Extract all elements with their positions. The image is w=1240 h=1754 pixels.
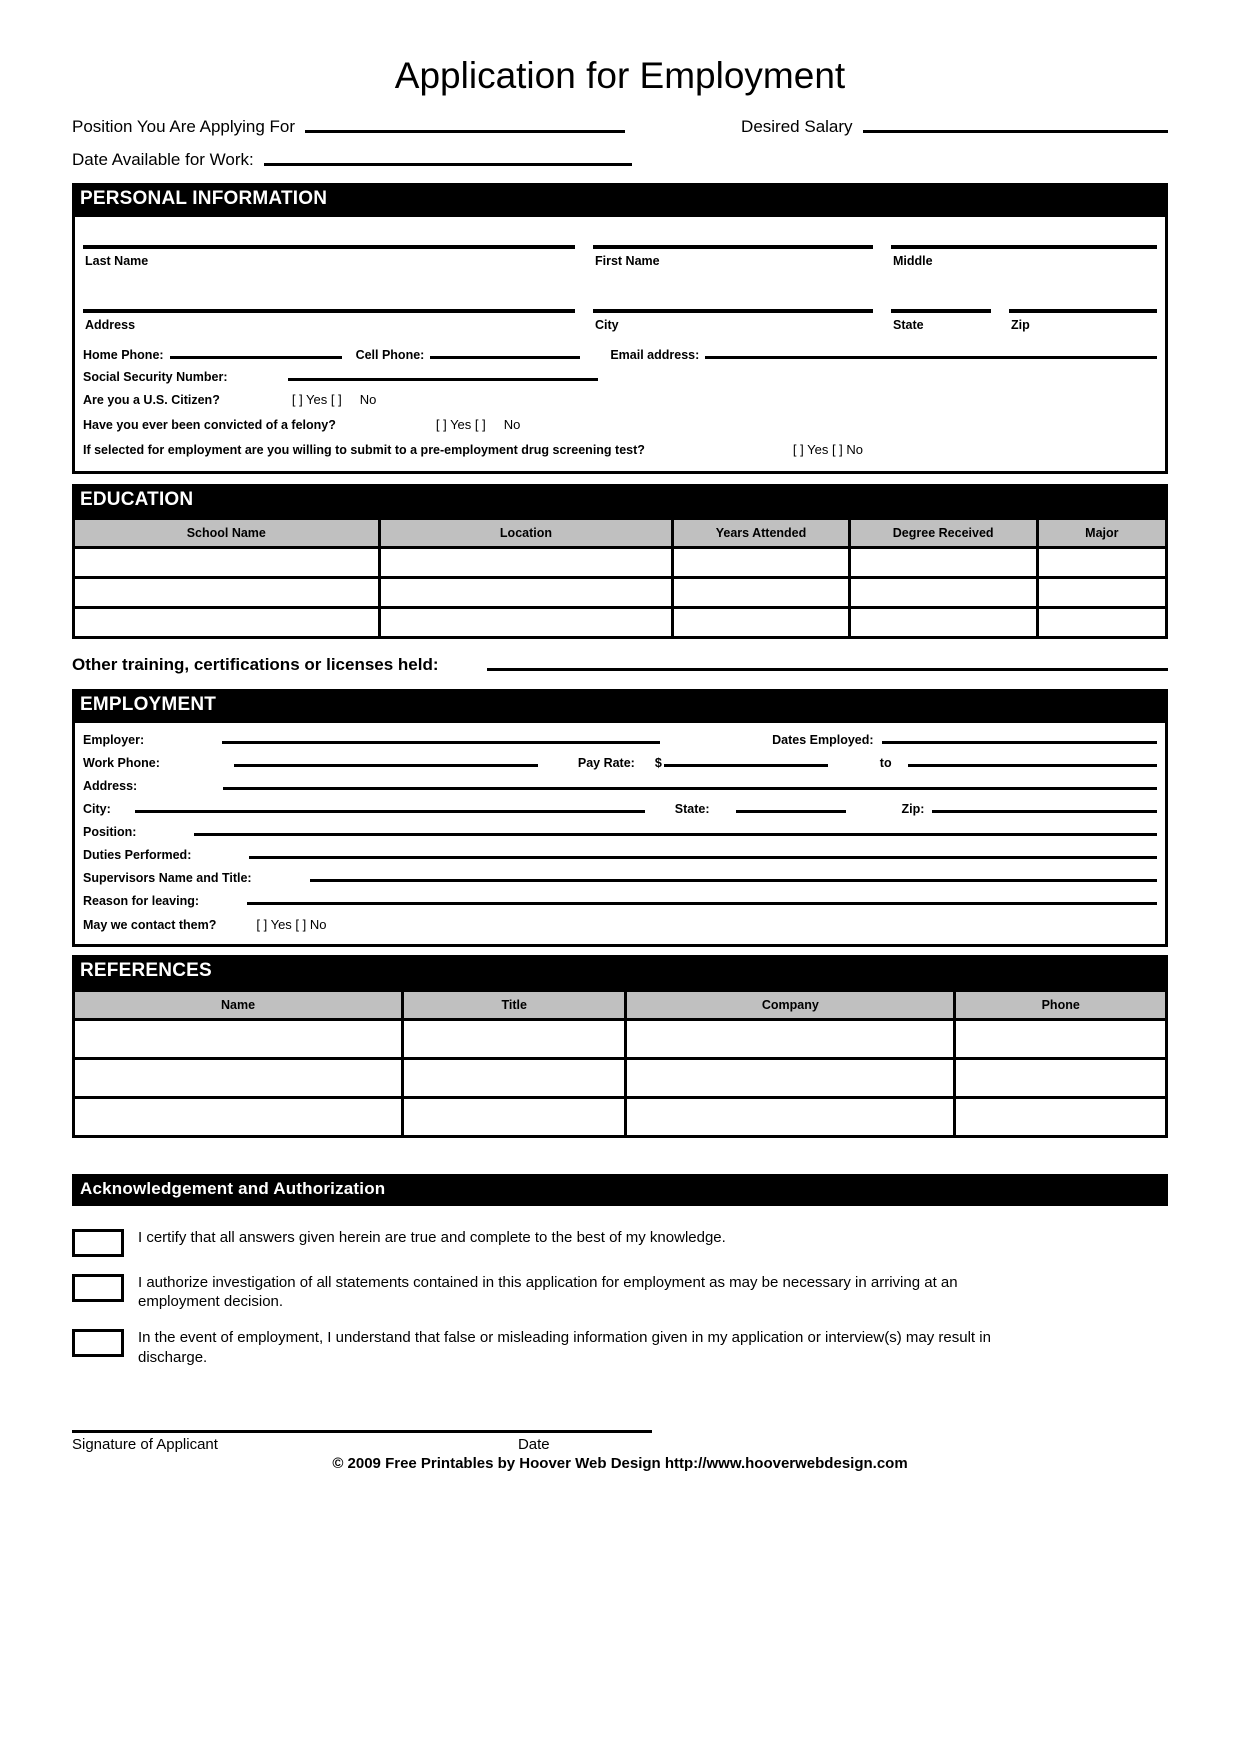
dates-employed-input[interactable] xyxy=(882,741,1157,744)
signature-labels-row xyxy=(72,1433,1168,1453)
work-phone-label: Work Phone: xyxy=(83,756,160,771)
desired-salary-input[interactable] xyxy=(863,130,1168,133)
references-cell-phone[interactable] xyxy=(955,1059,1167,1098)
reason-for-leaving-label: Reason for leaving: xyxy=(83,894,199,909)
table-row xyxy=(74,608,1167,638)
duties-performed-label: Duties Performed: xyxy=(83,848,192,863)
education-cell-location[interactable] xyxy=(379,548,673,578)
employer-position-label: Position: xyxy=(83,825,137,840)
education-cell-degree-received[interactable] xyxy=(849,578,1037,608)
education-cell-years-attended[interactable] xyxy=(673,608,849,638)
education-cell-degree-received[interactable] xyxy=(849,548,1037,578)
dates-employed-label: Dates Employed: xyxy=(772,733,874,748)
references-column-title: Title xyxy=(403,991,626,1020)
references-cell-name[interactable] xyxy=(74,1059,403,1098)
middle-name-label: Middle xyxy=(893,253,933,268)
education-column-location: Location xyxy=(379,519,673,548)
position-salary-row xyxy=(72,117,1168,137)
supervisor-label: Supervisors Name and Title: xyxy=(83,871,252,886)
section-header-employment: EMPLOYMENT xyxy=(72,689,1168,723)
position-label: Position You Are Applying For xyxy=(72,116,296,136)
discharge-text: In the event of employment, I understand that false or misleading information given in my application or interview(s) may result in discharge. xyxy=(138,1329,991,1366)
home-phone-label: Home Phone: xyxy=(83,347,164,362)
date-available-input[interactable] xyxy=(264,163,632,166)
authorize-text: I authorize investigation of all statements contained in this application for employment as may be necessary in arriving at an employment decision. xyxy=(138,1273,958,1311)
education-cell-location[interactable] xyxy=(379,608,673,638)
city-field[interactable] xyxy=(593,281,873,346)
date-available-row xyxy=(72,150,1168,170)
employer-state-input[interactable] xyxy=(736,810,846,813)
reason-for-leaving-input[interactable] xyxy=(247,902,1157,905)
ssn-input[interactable] xyxy=(288,378,598,381)
references-cell-title[interactable] xyxy=(403,1020,626,1059)
references-cell-company[interactable] xyxy=(626,1059,955,1098)
zip-input[interactable] xyxy=(1009,281,1157,313)
zip-field[interactable] xyxy=(1009,281,1157,346)
supervisor-row xyxy=(75,871,1165,885)
name-fields-row xyxy=(75,217,1165,282)
section-header-personal-information: PERSONAL INFORMATION xyxy=(72,183,1168,217)
email-input[interactable] xyxy=(705,356,1157,359)
education-cell-major[interactable] xyxy=(1037,548,1166,578)
education-cell-major[interactable] xyxy=(1037,608,1166,638)
address-input[interactable] xyxy=(83,281,575,313)
employer-position-input[interactable] xyxy=(194,833,1157,836)
references-table-header-row xyxy=(74,991,1167,1020)
table-row xyxy=(74,1020,1167,1059)
references-column-phone: Phone xyxy=(955,991,1167,1020)
first-name-input[interactable] xyxy=(593,217,873,249)
references-cell-company[interactable] xyxy=(626,1020,955,1059)
references-cell-title[interactable] xyxy=(403,1059,626,1098)
felony-question-row xyxy=(75,417,1165,432)
references-column-name: Name xyxy=(74,991,403,1020)
page-title: Application for Employment xyxy=(394,55,846,96)
date-available-label: Date Available for Work: xyxy=(72,149,254,169)
address-field[interactable] xyxy=(83,281,575,346)
employer-state-label: State: xyxy=(674,802,710,817)
state-label: State xyxy=(893,318,924,333)
ssn-label: Social Security Number: xyxy=(83,369,228,384)
education-cell-location[interactable] xyxy=(379,578,673,608)
state-input[interactable] xyxy=(891,281,991,313)
acknowledgement-item-discharge xyxy=(72,1328,1168,1368)
last-name-label: Last Name xyxy=(85,253,149,268)
duties-performed-input[interactable] xyxy=(249,856,1157,859)
pay-rate-input[interactable] xyxy=(664,764,828,767)
authorize-checkbox[interactable] xyxy=(72,1274,124,1302)
references-cell-title[interactable] xyxy=(403,1098,626,1137)
drug-screening-label: If selected for employment are you willing to submit to a pre-employment drug screening test? xyxy=(83,442,645,457)
signature-block xyxy=(72,1430,1168,1453)
other-training-input[interactable] xyxy=(487,668,1168,671)
city-input[interactable] xyxy=(593,281,873,313)
first-name-field[interactable] xyxy=(593,217,873,282)
references-cell-name[interactable] xyxy=(74,1020,403,1059)
employer-city-label: City: xyxy=(83,802,111,817)
drug-screening-checkbox-options[interactable]: [ ] Yes [ ] No xyxy=(792,441,864,457)
duties-performed-row xyxy=(75,848,1165,862)
citizenship-label: Are you a U.S. Citizen? xyxy=(83,392,220,407)
table-row xyxy=(74,548,1167,578)
education-cell-school-name[interactable] xyxy=(74,578,380,608)
personal-information-panel xyxy=(72,217,1168,474)
certify-checkbox[interactable] xyxy=(72,1229,124,1257)
supervisor-input[interactable] xyxy=(310,879,1157,882)
references-column-company: Company xyxy=(626,991,955,1020)
home-phone-input[interactable] xyxy=(170,356,342,359)
employer-city-state-zip-row xyxy=(75,802,1165,816)
discharge-checkbox[interactable] xyxy=(72,1329,124,1357)
education-cell-years-attended[interactable] xyxy=(673,548,849,578)
footer-copyright: © 2009 Free Printables by Hoover Web Design http://www.hooverwebdesign.com xyxy=(332,1454,908,1472)
employer-position-row xyxy=(75,825,1165,839)
education-table-header-row xyxy=(74,519,1167,548)
references-cell-phone[interactable] xyxy=(955,1020,1167,1059)
education-cell-degree-received[interactable] xyxy=(849,608,1037,638)
employer-zip-label: Zip: xyxy=(901,802,925,817)
pay-rate-label: Pay Rate: xyxy=(577,756,635,771)
references-table xyxy=(72,989,1168,1138)
education-column-years-attended: Years Attended xyxy=(673,519,849,548)
section-header-acknowledgement: Acknowledgement and Authorization xyxy=(72,1174,1168,1206)
pay-rate-currency-symbol: $ xyxy=(654,756,662,771)
education-cell-school-name[interactable] xyxy=(74,548,380,578)
work-phone-pay-rate-row xyxy=(75,756,1165,770)
cell-phone-input[interactable] xyxy=(430,356,580,359)
may-contact-checkbox-options[interactable]: [ ] Yes [ ] No xyxy=(256,917,327,933)
last-name-field[interactable] xyxy=(83,217,575,282)
may-contact-label: May we contact them? xyxy=(83,918,217,933)
email-label: Email address: xyxy=(610,347,700,362)
employment-panel xyxy=(72,723,1168,947)
references-cell-company[interactable] xyxy=(626,1098,955,1137)
middle-name-field[interactable] xyxy=(891,217,1157,282)
position-input[interactable] xyxy=(305,130,625,133)
cell-phone-label: Cell Phone: xyxy=(355,347,425,362)
desired-salary-label: Desired Salary xyxy=(741,116,853,136)
education-column-degree-received: Degree Received xyxy=(849,519,1037,548)
education-cell-major[interactable] xyxy=(1037,578,1166,608)
certify-text: I certify that all answers given herein are true and complete to the best of my knowledge. xyxy=(138,1228,726,1246)
employer-address-label: Address: xyxy=(83,779,138,794)
dates-to-label: to xyxy=(879,756,892,771)
address-label: Address xyxy=(85,318,136,333)
phones-email-row xyxy=(75,348,1165,362)
citizenship-question-row xyxy=(75,392,1165,407)
section-header-references: REFERENCES xyxy=(72,955,1168,989)
acknowledgement-item-certify xyxy=(72,1228,1168,1257)
may-contact-row xyxy=(75,917,1165,932)
education-table xyxy=(72,517,1168,639)
employer-city-input[interactable] xyxy=(135,810,645,813)
employer-label: Employer: xyxy=(83,733,145,748)
state-field[interactable] xyxy=(891,281,991,346)
last-name-input[interactable] xyxy=(83,217,575,249)
work-phone-input[interactable] xyxy=(234,764,538,767)
references-cell-phone[interactable] xyxy=(955,1098,1167,1137)
felony-checkbox-options[interactable]: [ ] Yes [ ] No xyxy=(435,416,521,432)
drug-screening-question-row xyxy=(75,442,1165,457)
references-cell-name[interactable] xyxy=(74,1098,403,1137)
signature-date-label: Date xyxy=(517,1435,550,1453)
dates-employed-to-input[interactable] xyxy=(908,764,1157,767)
address-fields-row xyxy=(75,281,1165,346)
zip-label: Zip xyxy=(1011,318,1030,333)
table-row xyxy=(74,1098,1167,1137)
felony-label: Have you ever been convicted of a felony? xyxy=(83,417,336,432)
employer-zip-input[interactable] xyxy=(932,810,1157,813)
acknowledgement-item-authorize xyxy=(72,1273,1168,1313)
city-label: City xyxy=(595,318,619,333)
citizenship-checkbox-options[interactable]: [ ] Yes [ ] No xyxy=(291,391,377,407)
employer-address-input[interactable] xyxy=(223,787,1157,790)
education-column-major: Major xyxy=(1037,519,1166,548)
section-header-education: EDUCATION xyxy=(72,484,1168,518)
signature-of-applicant-label: Signature of Applicant xyxy=(72,1435,218,1453)
ssn-row xyxy=(75,370,1165,384)
first-name-label: First Name xyxy=(595,253,660,268)
employer-input[interactable] xyxy=(222,741,660,744)
employer-row xyxy=(75,733,1165,747)
table-row xyxy=(74,578,1167,608)
education-cell-years-attended[interactable] xyxy=(673,578,849,608)
table-row xyxy=(74,1059,1167,1098)
middle-name-input[interactable] xyxy=(891,217,1157,249)
reason-for-leaving-row xyxy=(75,894,1165,908)
other-training-label: Other training, certifications or licenses held: xyxy=(72,655,439,675)
other-training-row xyxy=(72,655,1168,675)
employer-address-row xyxy=(75,779,1165,793)
education-column-school-name: School Name xyxy=(74,519,380,548)
education-cell-school-name[interactable] xyxy=(74,608,380,638)
